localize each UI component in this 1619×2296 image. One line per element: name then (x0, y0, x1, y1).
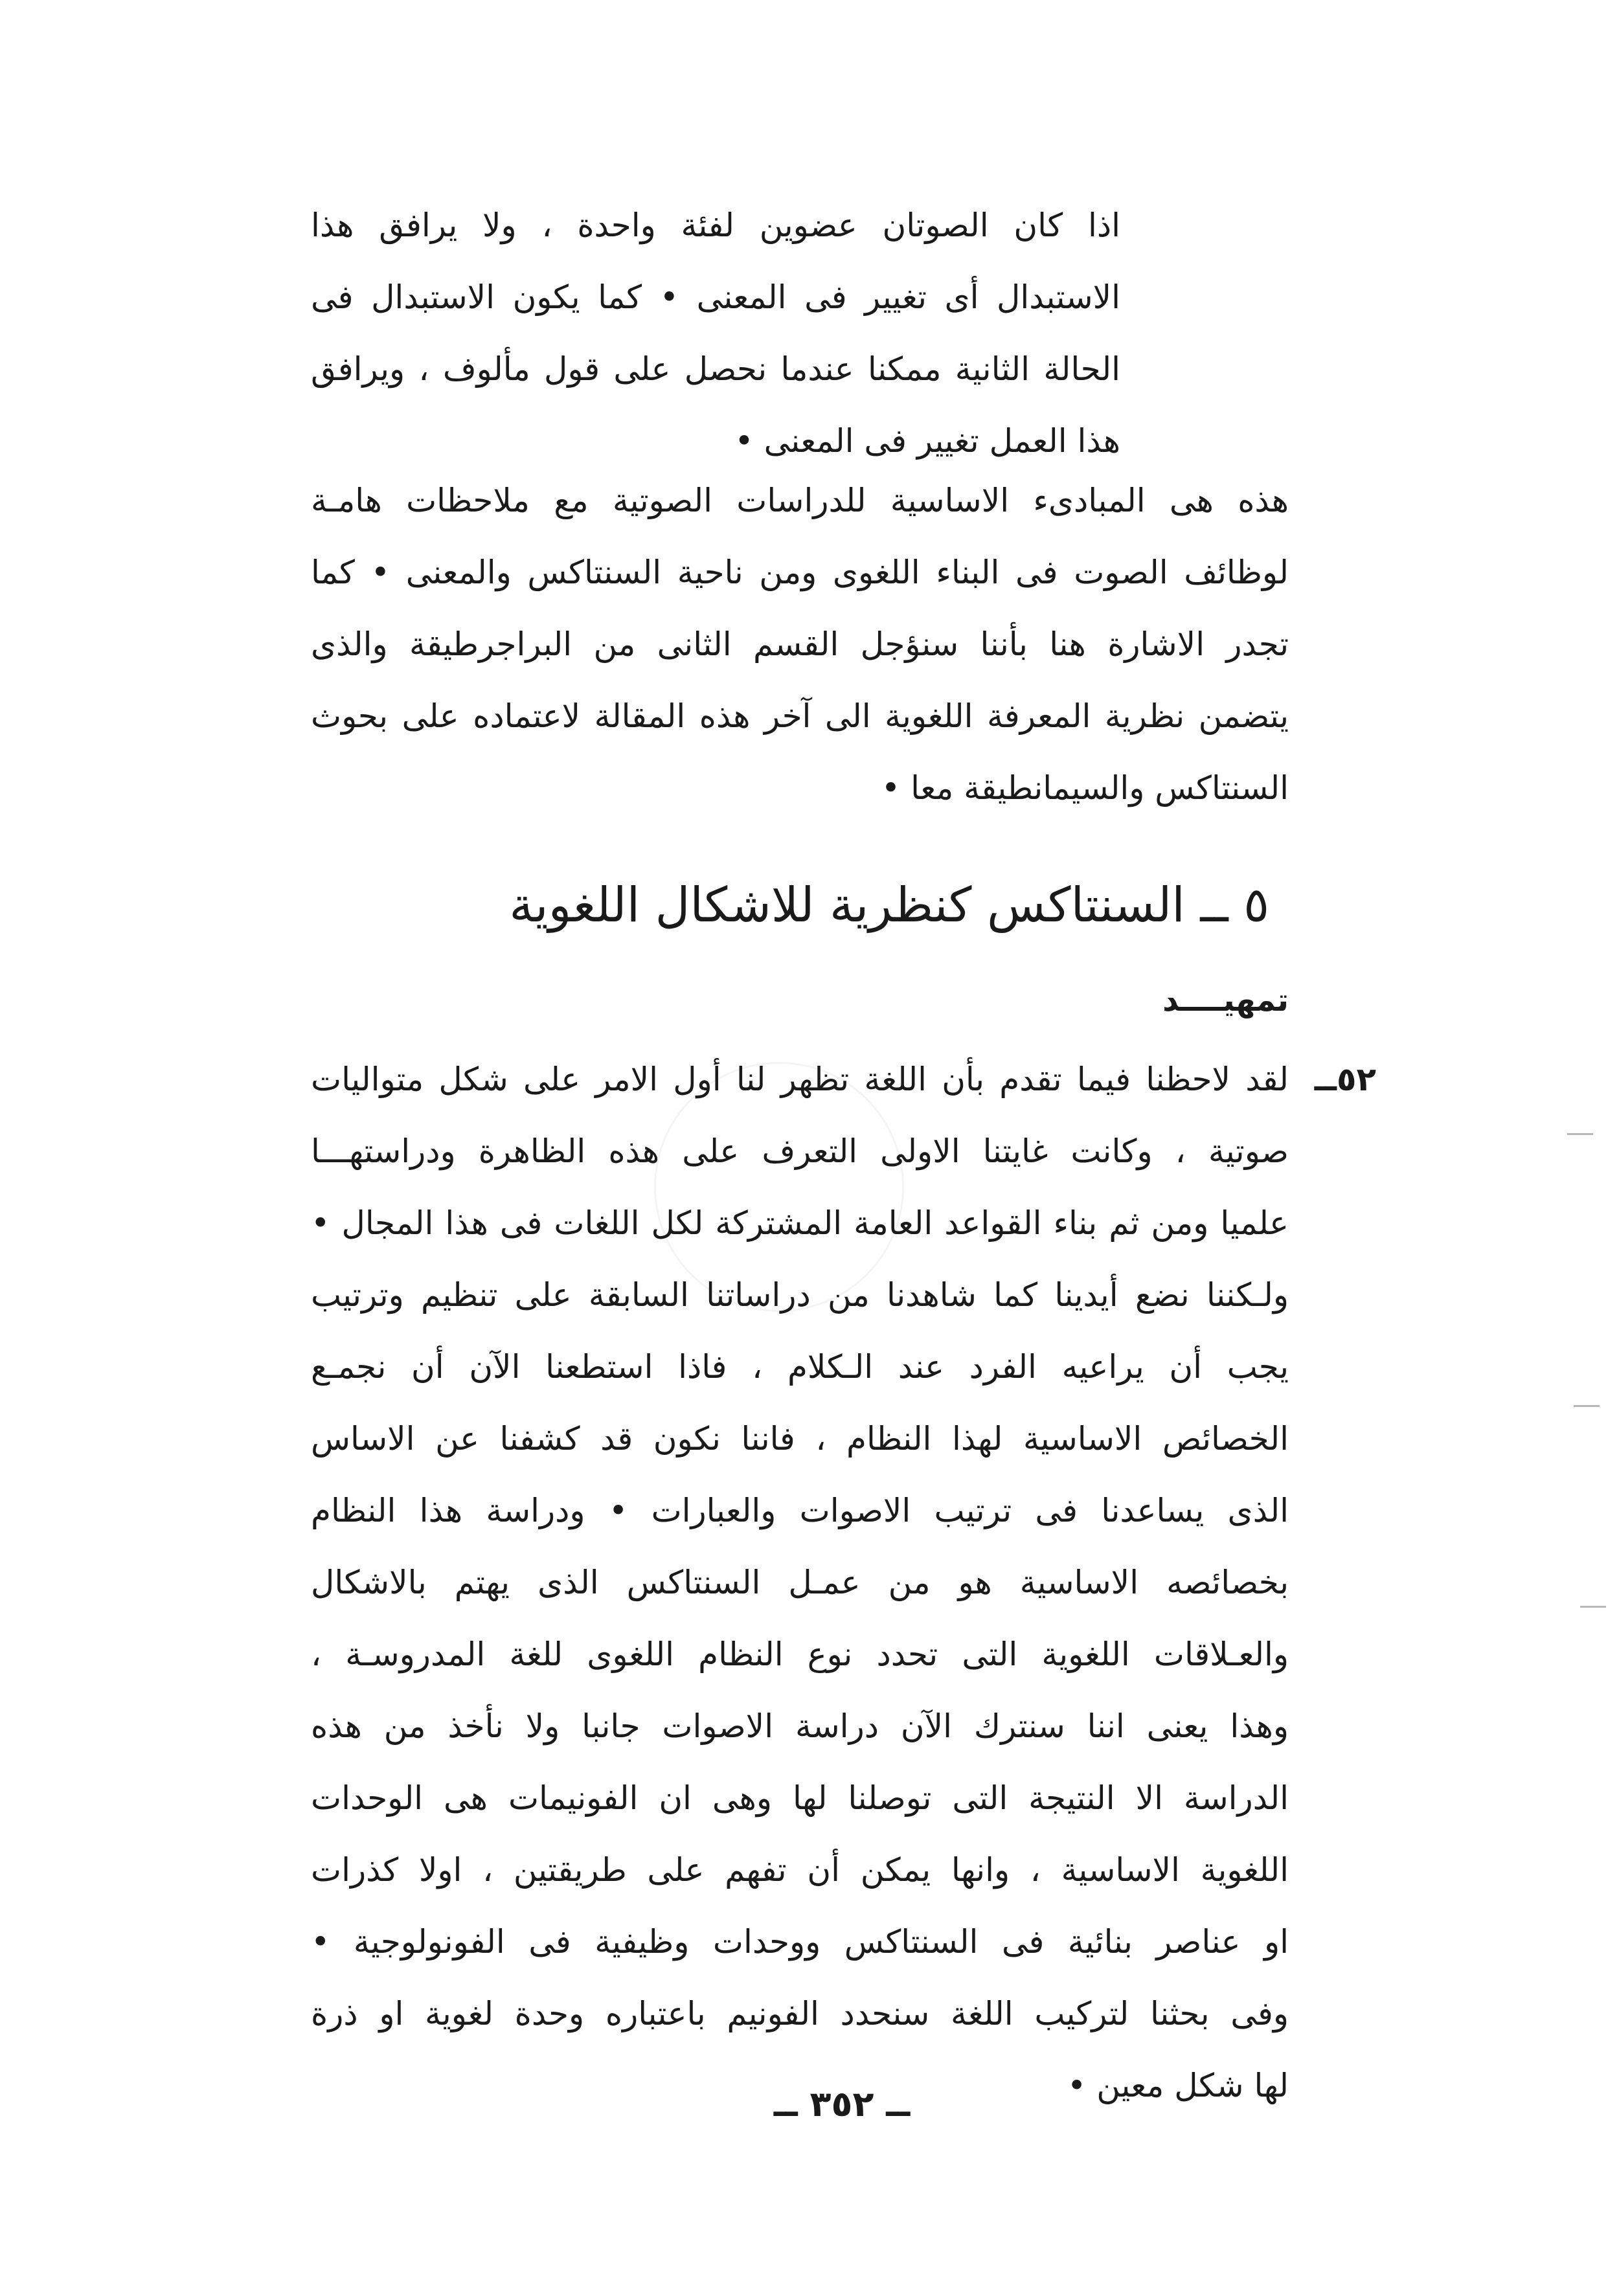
paragraph-line: صوتية ، وكانت غايتنا الاولى التعرف على هذه الظاهرة ودراستهـــا (311, 1132, 1289, 1170)
paragraph-line: السنتاكس والسيمانطيقة معا • (881, 769, 1289, 807)
section-heading: ٥ ــ السنتاكس كنظرية للاشكال اللغوية (509, 877, 1269, 933)
paragraph-line: الذى يساعدنا فى ترتيب الاصوات والعبارات • ودراسة هذا النظام (311, 1492, 1289, 1529)
paragraph-line: لوظائف الصوت فى البناء اللغوى ومن ناحية السنتاكس والمعنى • كما (311, 554, 1289, 591)
paragraph-line: اللغوية الاساسية ، وانها يمكن أن تفهم على طريقتين ، اولا كذرات (311, 1851, 1289, 1889)
paragraph-one (311, 465, 1289, 824)
scan-margin-mark (1567, 1133, 1593, 1135)
paragraph-line: وهذا يعنى اننا سنترك الآن دراسة الاصوات جانبا ولا نأخذ من هذه (311, 1707, 1289, 1745)
paragraph-number: ٥٢ــ (1314, 1061, 1376, 1098)
page-number: ــ ٣٥٢ ــ (773, 2084, 911, 2124)
intro-block (311, 190, 1120, 477)
paragraph-line: يتضمن نظرية المعرفة اللغوية الى آخر هذه المقالة لاعتماده على بحوث (311, 697, 1289, 735)
paragraph-two (311, 1044, 1289, 2122)
scan-margin-mark (1580, 1606, 1606, 1608)
subheading: تمهيــــد (1162, 982, 1289, 1019)
paragraph-line: الدراسة الا النتيجة التى توصلنا لها وهى ان الفونيمات هى الوحدات (311, 1779, 1289, 1817)
paragraph-line: لها شكل معين • (1067, 2067, 1289, 2104)
paragraph-line: علميا ومن ثم بناء القواعد العامة المشتركة لكل اللغات فى هذا المجال • (311, 1204, 1289, 1242)
intro-line: الحالة الثانية ممكنا عندما نحصل على قول مألوف ، ويرافق (311, 350, 1120, 388)
scan-margin-mark (1574, 1405, 1600, 1407)
intro-line: الاستبدال أى تغيير فى المعنى • كما يكون الاستبدال فى (311, 278, 1120, 316)
intro-line: اذا كان الصوتان عضوين لفئة واحدة ، ولا يرافق هذا (311, 207, 1120, 244)
paragraph-line: هذه هى المبادىء الاساسية للدراسات الصوتية مع ملاحظات هامـة (311, 482, 1289, 519)
paragraph-line: ولـكننا نضع أيدينا كما شاهدنا من دراساتنا السابقة على تنظيم وترتيب (311, 1276, 1289, 1314)
paragraph-line: وفى بحثنا لتركيب اللغة سنحدد الفونيم باعتباره وحدة لغوية او ذرة (311, 1995, 1289, 2032)
paragraph-line: او عناصر بنائية فى السنتاكس ووحدات وظيفية فى الفونولوجية • (311, 1923, 1289, 1961)
paragraph-line: تجدر الاشارة هنا بأننا سنؤجل القسم الثانى من البراجرطيقة والذى (311, 625, 1289, 663)
paragraph-line: لقد لاحظنا فيما تقدم بأن اللغة تظهر لنا أول الامر على شكل متواليات (311, 1061, 1289, 1098)
paragraph-line: الخصائص الاساسية لهذا النظام ، فاننا نكون قد كشفنا عن الاساس (311, 1420, 1289, 1458)
paragraph-line: والعـلاقات اللغوية التى تحدد نوع النظام اللغوى للغة المدروسـة ، (311, 1636, 1289, 1673)
paragraph-line: يجب أن يراعيه الفرد عند الـكلام ، فاذا استطعنا الآن أن نجمـع (311, 1348, 1289, 1386)
intro-line: هذا العمل تغيير فى المعنى • (734, 422, 1120, 460)
paragraph-line: بخصائصه الاساسية هو من عمـل السنتاكس الذى يهتم بالاشكال (311, 1564, 1289, 1601)
